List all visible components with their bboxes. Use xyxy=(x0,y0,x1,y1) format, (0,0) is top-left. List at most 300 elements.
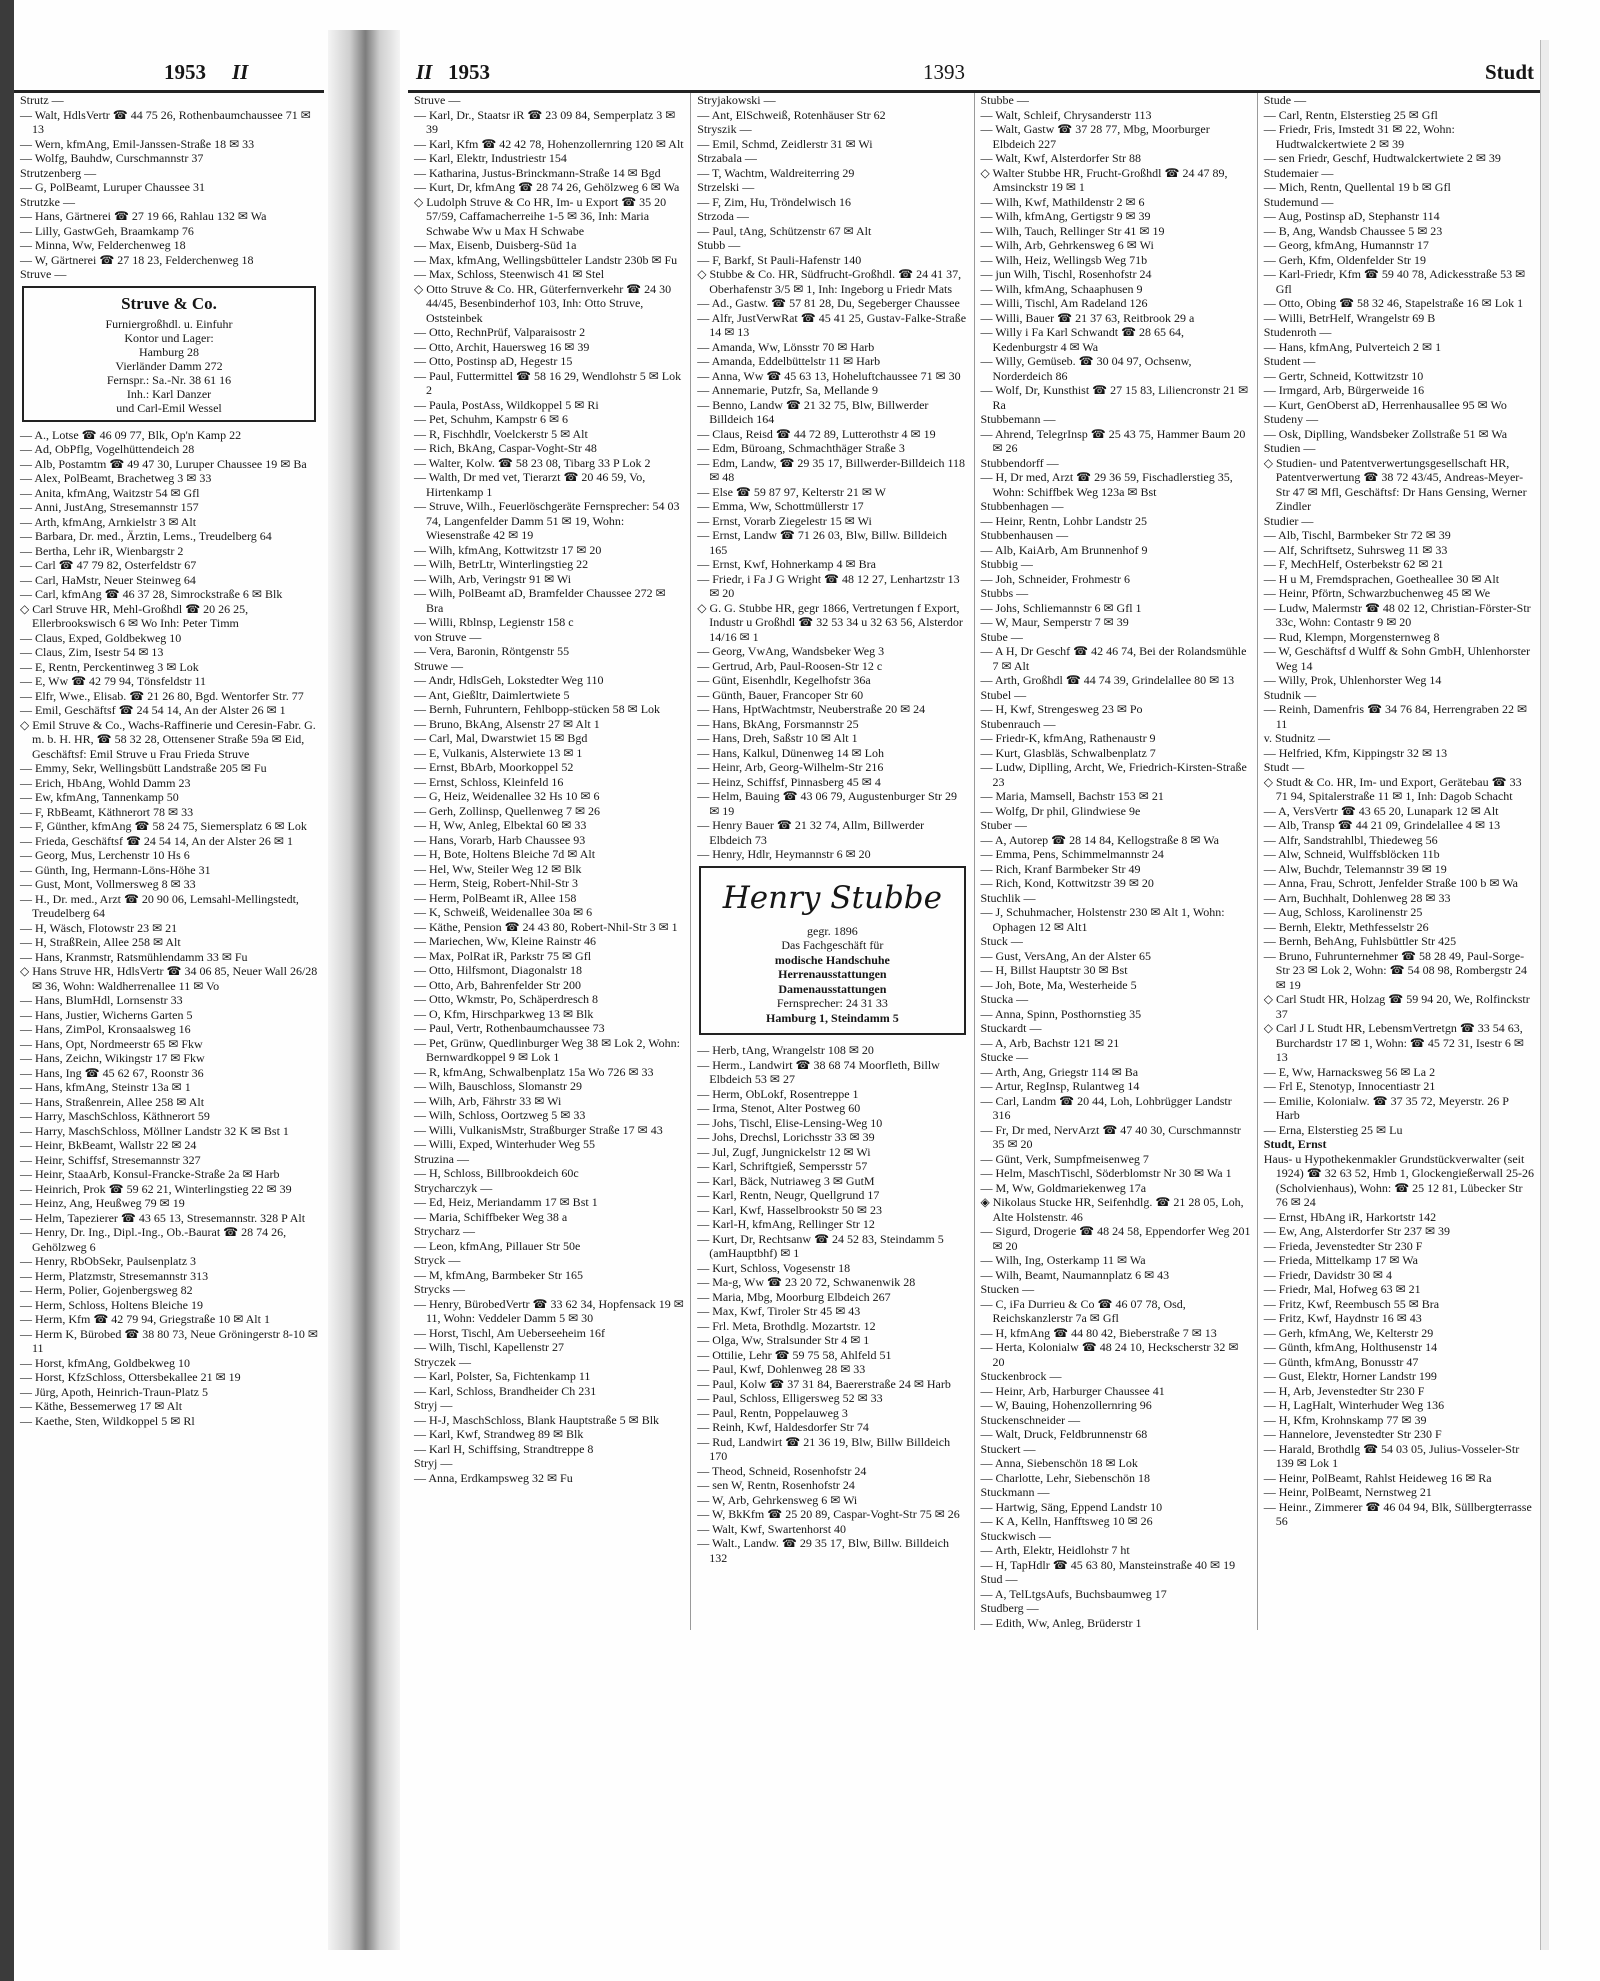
directory-entry: — Günth, Ing, Hermann-Löns-Höhe 31 xyxy=(20,862,211,877)
directory-entry: — H, Schloss, Billbrookdeich 60c xyxy=(414,1166,579,1180)
directory-entry: — Aug, Schloss, Karolinenstr 25 xyxy=(1263,905,1423,919)
directory-entry: — Paul, Futtermittel ☎ 58 16 29, Wendlohstr 5 ✉ Lok 2 xyxy=(414,368,682,397)
directory-entry: — Ernst, BbArb, Moorkoppel 52 xyxy=(414,760,574,774)
directory-entry: — Friedr-K, kfmAng, Rathenaustr 9 xyxy=(980,731,1156,745)
surname-heading: Stubbenhagen — xyxy=(980,499,1064,513)
directory-entry: — Alw, Buchdr, Telemannstr 39 ✉ 19 xyxy=(1263,861,1447,876)
ad-line: und Carl-Emil Wessel xyxy=(116,400,222,415)
directory-column-4 xyxy=(974,93,1257,1630)
surname-heading: Strzoda — xyxy=(697,209,749,223)
directory-entry: — Rud, Landwirt ☎ 21 36 19, Blw, Billw Billdeich 170 xyxy=(697,1434,951,1463)
directory-entry: — Ernst, Kwf, Hohnerkamp 4 ✉ Bra xyxy=(697,557,876,571)
directory-entry: — Gertr, Schneid, Kottwitzstr 10 xyxy=(1263,368,1424,383)
directory-entry: — Karl-H, kfmAng, Rellinger Str 12 xyxy=(697,1217,875,1231)
directory-entry: — Emil, Geschäftsf ☎ 24 54 14, An der Alster 26 ✉ 1 xyxy=(20,703,286,717)
directory-entry: — A., Lotse ☎ 46 09 77, Blk, Op'n Kamp 22 xyxy=(20,427,242,442)
page-number: 1393 xyxy=(923,60,965,84)
directory-entry: — Anna, Erdkampsweg 32 ✉ Fu xyxy=(414,1470,573,1485)
directory-entry: — Carl, HaMstr, Neuer Steinweg 64 xyxy=(20,572,196,587)
directory-column-2 xyxy=(408,93,690,1630)
left-page xyxy=(14,50,324,1930)
surname-heading: Stubbenhausen — xyxy=(980,528,1069,542)
directory-entry: — Paul, Rentn, Poppelauweg 3 xyxy=(697,1405,848,1420)
directory-entry: — Gertrud, Arb, Paul-Roosen-Str 12 c xyxy=(697,658,883,673)
directory-entry: — Walt, Kwf, Swartenhorst 40 xyxy=(697,1521,847,1536)
directory-entry: — Wilh, Arb, Fährstr 33 ✉ Wi xyxy=(414,1093,562,1108)
directory-entry: — Rich, Kond, Kottwitzstr 39 ✉ 20 xyxy=(980,876,1154,890)
directory-entry: — Ernst, Schloss, Kleinfeld 16 xyxy=(414,774,564,789)
directory-entry: — H, kfmAng ☎ 44 80 42, Bieberstraße 7 ✉ 13 xyxy=(980,1325,1217,1340)
directory-entry: — Johs, Tischl, Elise-Lensing-Weg 10 xyxy=(697,1115,883,1130)
directory-entry: — Walter, Kolw. ☎ 58 23 08, Tibarg 33 P Lok 2 xyxy=(414,455,651,470)
surname-heading: Stud — xyxy=(980,1572,1018,1586)
page-edge xyxy=(1540,40,1549,1950)
directory-entry: — Wolfg, Dr phil, Glindwiese 9e xyxy=(980,803,1141,818)
ad-title: Henry Stubbe xyxy=(722,879,942,916)
directory-entry: — Herm K, Bürobed ☎ 38 80 73, Neue Gröningerstr 8-10 ✉ 11 xyxy=(20,1326,318,1355)
directory-entry: — Willy i Fa Karl Schwandt ☎ 28 65 64, Kedenburgstr 4 ✉ Wa xyxy=(980,325,1185,354)
surname-heading: Studberg — xyxy=(980,1601,1039,1615)
directory-entry: — Carl, Landm ☎ 20 44, Loh, Lohbrügger Landstr 316 xyxy=(980,1093,1232,1122)
surname-heading: Strutzke — xyxy=(20,194,75,209)
directory-entry: — Hans, kfmAng, Pulverteich 2 ✉ 1 xyxy=(1263,339,1442,354)
directory-entry: — Willi, Rblnsp, Legienstr 158 c xyxy=(414,615,574,629)
surname-heading: Student — xyxy=(1263,354,1316,368)
directory-entry: — Walth, Dr med vet, Tierarzt ☎ 20 46 59, Vo, Hirtenkamp 1 xyxy=(414,470,646,499)
directory-entry: — Friedr, i Fa J G Wright ☎ 48 12 27, Lenhartzstr 13 ✉ 20 xyxy=(697,571,960,600)
directory-entry: — Edm, Landw, ☎ 29 35 17, Billwerder-Billdeich 118 ✉ 48 xyxy=(697,455,966,484)
directory-entry: ◇ Walter Stubbe HR, Frucht-Großhdl ☎ 24 47 89, Amsinckstr 19 ✉ 1 xyxy=(980,165,1228,194)
directory-entry: — Arth, Großhdl ☎ 44 74 39, Grindelallee 80 ✉ 13 xyxy=(980,673,1235,687)
directory-entry: — Bruno, Fuhrunternehmer ☎ 58 28 49, Paul-Sorge-Str 23 ✉ Lok 2, Wohn: ☎ 54 08 98, Rombergstr 24 ✉ 19 xyxy=(1263,948,1528,992)
directory-entry: — Anna, Siebenschön 18 ✉ Lok xyxy=(980,1456,1138,1470)
directory-entry: — Herm., Landwirt ☎ 38 68 74 Moorfleth, Billw Elbdeich 53 ✉ 27 xyxy=(697,1057,940,1086)
left-header-roman: II xyxy=(232,60,249,84)
directory-entry: — M, Ww, Goldmariekenweg 17a xyxy=(980,1180,1147,1195)
directory-entry: — E, Ww, Harnacksweg 56 ✉ La 2 xyxy=(1263,1064,1436,1079)
directory-entry: — Charlotte, Lehr, Siebenschön 18 xyxy=(980,1470,1150,1485)
directory-entry: — J, Schuhmacher, Holstenstr 230 ✉ Alt 1, Wohn: Ophagen 12 ✉ Alt1 xyxy=(980,905,1225,934)
directory-entry: — H u M, Fremdsprachen, Goetheallee 30 ✉ Alt xyxy=(1263,571,1500,586)
directory-entry: — Struve, Wilh., Feuerlöschgeräte Fernsprecher: 54 03 74, Langenfelder Damm 51 ✉ 19, Wohn: Wiesenstraße 42 ✉ 19 xyxy=(414,499,680,542)
surname-heading: Strycharczyk — xyxy=(414,1180,493,1195)
directory-entry: — Otto, Arb, Bahrenfelder Str 200 xyxy=(414,977,581,992)
directory-entry: — Heinr, Schiffsf, Stresemannstr 327 xyxy=(20,1152,201,1167)
directory-entry: ◇ Studien- und Patentverwertungsgesellschaft HR, Patentverwertung ☎ 38 72 43/45, Andreas-Meyer-Str 47 ✉ Mfl, Geschäftsf: Dr Hans Gensing, Werner Zindler xyxy=(1263,455,1527,513)
directory-entry: — Alb, Postamtm ☎ 49 47 30, Luruper Chaussee 19 ✉ Ba xyxy=(20,456,307,471)
directory-entry: — H, LagHalt, Winterhuder Weg 136 xyxy=(1263,1398,1445,1412)
directory-entry: — Joh, Bote, Ma, Westerheide 5 xyxy=(980,977,1137,992)
directory-entry: ◇ Otto Struve & Co. HR, Güterfernverkehr ☎ 24 30 44/45, Besenbinderhof 103, Inh: Otto Struve, Oststeinbek xyxy=(414,281,672,325)
directory-entry: — Aug, Postinsp aD, Stephanstr 114 xyxy=(1263,209,1440,223)
advertisement-box xyxy=(20,286,318,422)
directory-entry: — Alb, Transp ☎ 44 21 09, Grindelallee 4 ✉ 13 xyxy=(1263,818,1501,832)
directory-entry: — Kaethe, Sten, Wildkoppel 5 ✉ Rl xyxy=(20,1413,195,1428)
directory-entry: — Osk, Diplling, Wandsbeker Zollstraße 51 ✉ Wa xyxy=(1263,426,1508,441)
directory-entry: — A, Autorep ☎ 28 14 84, Kellogstraße 8 ✉ Wa xyxy=(980,832,1219,847)
directory-entry: — Alex, PolBeamt, Brachetweg 3 ✉ 33 xyxy=(20,471,212,485)
ad-line: Furniergroßhdl. u. Einfuhr xyxy=(105,316,233,331)
directory-entry: — Anna, Spinn, Posthornstieg 35 xyxy=(980,1006,1142,1021)
directory-entry: — R, Fischhdlr, Voelckerstr 5 ✉ Alt xyxy=(414,426,588,441)
directory-entry: — H, Billst Hauptstr 30 ✉ Bst xyxy=(980,963,1128,977)
directory-entry: — Herta, Kolonialw ☎ 48 24 10, Heckscherstr 32 ✉ 20 xyxy=(980,1340,1239,1369)
directory-entry: — Frieda, Geschäftsf ☎ 24 54 14, An der Alster 26 ✉ 1 xyxy=(20,833,293,848)
directory-entry: — A H, Dr Geschf ☎ 42 46 74, Bei der Rolandsmühle 7 ✉ Alt xyxy=(980,644,1247,673)
ad-line: Fernspr.: Sa.-Nr. 38 61 16 xyxy=(106,372,232,387)
directory-entry: — Maria, Schiffbeker Weg 38 a xyxy=(414,1209,568,1224)
ad-line: Damenausstattungen xyxy=(778,981,887,996)
directory-entry: — Arth, Elektr, Heidlohstr 7 ht xyxy=(980,1543,1130,1557)
directory-entry: — Joh, Schneider, Frohmestr 6 xyxy=(980,571,1131,586)
directory-column-5 xyxy=(1257,93,1540,1630)
directory-entry: — Hans, Straßenrein, Allee 258 ✉ Alt xyxy=(20,1094,205,1109)
directory-entry: — Ad., Gastw. ☎ 57 81 28, Du, Segeberger Chaussee xyxy=(697,296,960,310)
directory-entry: — Heinr., Zimmerer ☎ 46 04 94, Blk, Süllbergterrasse 56 xyxy=(1263,1499,1532,1528)
surname-heading: Stryj — xyxy=(414,1398,453,1412)
directory-entry: — Vera, Baronin, Röntgenstr 55 xyxy=(414,644,570,658)
directory-entry: — Paul, Schloss, Elligersweg 52 ✉ 33 xyxy=(697,1391,883,1405)
directory-entry: — Minna, Ww, Felderchenweg 18 xyxy=(20,238,186,252)
directory-entry: — Paula, PostAss, Wildkoppel 5 ✉ Ri xyxy=(414,397,599,412)
directory-entry: — Friedr, Fris, Imstedt 31 ✉ 22, Wohn: Hudtwalckertwiete 2 ✉ 39 xyxy=(1263,122,1455,151)
surname-heading: Stubbe — xyxy=(980,93,1029,107)
directory-entry: — Wilh, Tauch, Rellinger Str 41 ✉ 19 xyxy=(980,223,1165,238)
directory-entry: — Otto, Wkmstr, Po, Schäperdresch 8 xyxy=(414,992,598,1006)
directory-entry: — Ottilie, Lehr ☎ 59 75 58, Ahlfeld 51 xyxy=(697,1347,892,1362)
directory-entry: — G, PolBeamt, Luruper Chaussee 31 xyxy=(20,180,205,194)
directory-entry: — Heinr, Arb, Harburger Chaussee 41 xyxy=(980,1383,1165,1398)
directory-entry: — Gust, VersAng, An der Alster 65 xyxy=(980,948,1151,963)
directory-entry: — Herm, PolBeamt iR, Allee 158 xyxy=(414,890,577,905)
ad-line: Das Fachgeschäft für xyxy=(781,938,884,952)
directory-entry: — jun Wilh, Tischl, Rosenhofstr 24 xyxy=(980,267,1152,281)
directory-entry: Studt, Ernst xyxy=(1263,1137,1327,1151)
left-header-year: 1953 xyxy=(164,60,206,84)
directory-entry: — Hans, kfmAng, Steinstr 13a ✉ 1 xyxy=(20,1080,191,1094)
directory-entry: — Jul, Zugf, Jungnickelstr 12 ✉ Wi xyxy=(697,1144,871,1159)
surname-heading: Strutz — xyxy=(20,93,64,107)
directory-entry: — Georg, VwAng, Wandsbeker Weg 3 xyxy=(697,644,885,658)
directory-entry: — Hans, BlumHdl, Lornsenstr 33 xyxy=(20,993,183,1007)
directory-entry: — Ant, ElSchweiß, Rotenhäuser Str 62 xyxy=(697,107,886,122)
directory-entry: — Leon, kfmAng, Pillauer Str 50e xyxy=(414,1238,581,1253)
directory-entry: — H, StraßRein, Allee 258 ✉ Alt xyxy=(20,935,181,949)
directory-entry: — Sigurd, Drogerie ☎ 48 24 58, Eppendorfer Weg 201 ✉ 20 xyxy=(980,1224,1251,1253)
directory-entry: — H, Arb, Jevenstedter Str 230 F xyxy=(1263,1383,1425,1398)
directory-entry: — Heinr, PolBeamt, Rahlst Heideweg 16 ✉ Ra xyxy=(1263,1470,1492,1485)
directory-entry: — H., Dr. med., Arzt ☎ 20 90 06, Lemsahl-Mellingstedt, Treudelberg 64 xyxy=(20,891,299,920)
directory-entry: — Otto, RechnPrüf, Valparaisostr 2 xyxy=(414,325,586,339)
directory-entry: — Heinr, StaaArb, Konsul-Francke-Straße 2a ✉ Harb xyxy=(20,1167,280,1181)
directory-entry: — Otto, Archit, Hauersweg 16 ✉ 39 xyxy=(414,339,590,354)
directory-entry: — Rud, Klempn, Morgensternweg 8 xyxy=(1263,629,1440,644)
directory-entry: — Gerh, kfmAng, We, Kelterstr 29 xyxy=(1263,1325,1434,1340)
directory-entry: — Claus, Reisd ☎ 44 72 89, Lutterothstr 4 ✉ 19 xyxy=(697,426,936,441)
directory-entry: ◇ Carl Studt HR, Holzag ☎ 59 94 20, We, Rolfinckstr 37 xyxy=(1263,992,1530,1021)
directory-entry: — Claus, Zim, Isestr 54 ✉ 13 xyxy=(20,645,164,659)
directory-entry: — F, RbBeamt, Käthnerort 78 ✉ 33 xyxy=(20,804,194,819)
directory-entry: — Gerh, Zollinsp, Quellenweg 7 ✉ 26 xyxy=(414,803,601,818)
directory-entry: — Heinz, Ang, Heußweg 79 ✉ 19 xyxy=(20,1196,185,1210)
directory-entry: — Karl-Friedr, Kfm ☎ 59 40 78, Adickesstraße 53 ✉ Gfl xyxy=(1263,267,1526,296)
directory-entry: — W, Gärtnerei ☎ 27 18 23, Felderchenweg 18 xyxy=(20,252,254,267)
directory-entry: — Karl, Schriftgieß, Sempersstr 57 xyxy=(697,1159,868,1173)
directory-entry: — Kurt, Dr, Rechtsanw ☎ 24 52 83, Steindamm 5 (amHauptbhf) ✉ 1 xyxy=(697,1231,944,1260)
surname-heading: Studenroth — xyxy=(1263,325,1332,339)
directory-entry: — Henry Bauer ☎ 21 32 74, Allm, Billwerder Elbdeich 73 xyxy=(697,818,925,847)
directory-entry: — Pet, Grünw, Quedlinburger Weg 38 ✉ Lok 2, Wohn: Bernwardkoppel 9 ✉ Lok 1 xyxy=(414,1035,680,1064)
surname-heading: Studemund — xyxy=(1263,194,1334,209)
directory-entry: — Willi, Exped, Winterhuder Weg 55 xyxy=(414,1137,596,1151)
directory-entry: — Heinz, Schiffsf, Pinnasberg 45 ✉ 4 xyxy=(697,774,881,789)
directory-entry: — Benno, Landw ☎ 21 32 75, Blw, Billwerder Billdeich 164 xyxy=(697,397,929,426)
directory-entry: — Ahrend, TelegrInsp ☎ 25 43 75, Hammer Baum 20 ✉ 26 xyxy=(980,426,1246,455)
directory-entry: — Hans, Vorarb, Harb Chaussee 93 xyxy=(414,832,586,847)
surname-heading: Stubbendorff — xyxy=(980,455,1059,470)
directory-entry: ◇ Carl Struve HR, Mehl-Großhdl ☎ 20 26 25, Ellerbrookswisch 6 ✉ Wo Inh: Peter Timm xyxy=(20,601,249,630)
directory-entry: — Walt., Landw. ☎ 29 35 17, Blw, Billw. Billdeich 132 xyxy=(697,1536,949,1565)
ad-line: Inh.: Karl Danzer xyxy=(126,386,212,401)
directory-entry: — F, Zim, Hu, Tröndelwisch 16 xyxy=(697,194,851,209)
directory-entry: ◇ Hans Struve HR, HdlsVertr ☎ 34 06 85, Neuer Wall 26/28 ✉ 36, Wohn: Waldherrenallee 11 ✉ Vo xyxy=(20,964,318,993)
directory-entry: — H, Kfm, Krohnskamp 77 ✉ 39 xyxy=(1263,1412,1427,1427)
directory-entry: — Annemarie, Putzfr, Sa, Mellande 9 xyxy=(697,383,879,397)
directory-entry: — Karl, Kfm ☎ 42 42 78, Hohenzollernring 120 ✉ Alt xyxy=(414,136,684,151)
directory-entry: — H, TapHdlr ☎ 45 63 80, Mansteinstraße 40 ✉ 19 xyxy=(980,1557,1236,1572)
directory-entry: — Jürg, Apoth, Heinrich-Traun-Platz 5 xyxy=(20,1384,208,1399)
surname-heading: Struzina — xyxy=(414,1151,469,1166)
directory-entry: — Kurt, Dr, kfmAng ☎ 28 74 26, Gehölzweg 6 ✉ Wa xyxy=(414,180,680,194)
running-head-keyword: Studt xyxy=(1484,60,1534,84)
directory-entry: — Alw, Schneid, Wulffsblöcken 11b xyxy=(1263,847,1440,861)
ad-line: Hamburg 28 xyxy=(138,344,200,359)
directory-entry: — Günt, Eisenhdlr, Kegelhofstr 36a xyxy=(697,673,871,687)
directory-entry: — Willi, VulkanisMstr, Straßburger Straße 17 ✉ 43 xyxy=(414,1122,663,1137)
ad-line: Vierländer Damm 272 xyxy=(115,358,223,373)
surname-heading: v. Studnitz — xyxy=(1263,731,1330,745)
directory-entry: — Walt, Schleif, Chrysanderstr 113 xyxy=(980,107,1152,122)
surname-heading: Strycharz — xyxy=(414,1224,475,1238)
directory-entry: — Henry, BürobedVertr ☎ 33 62 34, Hopfensack 19 ✉ 11, Wohn: Veddeler Damm 5 ✉ 30 xyxy=(414,1296,684,1325)
advertisement-box xyxy=(697,866,967,1036)
directory-entry: — Kurt, GenOberst aD, Herrenhausallee 95 ✉ Wo xyxy=(1263,397,1507,412)
directory-entry: — Horst, Tischl, Am Ueberseeheim 16f xyxy=(414,1325,605,1340)
directory-entry: — Herm, Schloss, Holtens Bleiche 19 xyxy=(20,1297,203,1312)
surname-heading: Studeny — xyxy=(1263,412,1319,426)
directory-entry: — H, Bote, Holtens Bleiche 7d ✉ Alt xyxy=(414,847,596,861)
directory-entry: — Wilh, BetrLtr, Winterlingstieg 22 xyxy=(414,557,589,571)
directory-entry: — Hel, Ww, Steiler Weg 12 ✉ Blk xyxy=(414,861,582,876)
directory-entry: — Walt, Druck, Feldbrunnenstr 68 xyxy=(980,1427,1148,1441)
directory-entry: — Karl, Kwf, Hasselbrookstr 50 ✉ 23 xyxy=(697,1202,882,1217)
directory-entry: — Artur, RegInsp, Rulantweg 14 xyxy=(980,1079,1140,1093)
surname-heading: Strycks — xyxy=(414,1282,465,1296)
directory-entry: — Walt, Gastw ☎ 37 28 77, Mbg, Moorburger Elbdeich 227 xyxy=(980,122,1210,151)
scan-border xyxy=(0,0,14,1981)
directory-entry: — W, Geschäftsf d Wulff & Sohn GmbH, Uhlenhorster Weg 14 xyxy=(1263,644,1531,673)
surname-heading: Stubb — xyxy=(697,238,741,252)
surname-heading: Stude — xyxy=(1263,93,1307,107)
directory-entry: — Bernh, BehAng, Fuhlsbüttler Str 425 xyxy=(1263,934,1457,948)
directory-entry: — Helm, Tapezierer ☎ 43 65 13, Stresemannstr. 328 P Alt xyxy=(20,1210,306,1225)
directory-entry: — Heinr, Pförtn, Schwarzbuchenweg 45 ✉ We xyxy=(1263,586,1491,600)
directory-entry: — Hartwig, Säng, Eppend Landstr 10 xyxy=(980,1499,1163,1514)
directory-entry: — Heinr, Rentn, Lohbr Landstr 25 xyxy=(980,513,1147,528)
directory-entry: — Willy, Prok, Uhlenhorster Weg 14 xyxy=(1263,673,1442,687)
directory-entry: — Heinr, Arb, Georg-Wilhelm-Str 216 xyxy=(697,760,884,774)
surname-heading: Stuck — xyxy=(980,934,1023,948)
directory-entry: — Hans, Gärtnerei ☎ 27 19 66, Rahlau 132 ✉ Wa xyxy=(20,209,267,223)
directory-entry: — Helfried, Kfm, Kippingstr 32 ✉ 13 xyxy=(1263,745,1448,760)
directory-entry: — Gerh, Kfm, Oldenfelder Str 19 xyxy=(1263,252,1427,267)
directory-entry: — Maria, Mamsell, Bachstr 153 ✉ 21 xyxy=(980,789,1164,803)
right-page-header xyxy=(408,50,1540,93)
directory-entry: — Fritz, Kwf, Haydnstr 16 ✉ 43 xyxy=(1263,1311,1422,1325)
directory-entry: ◇ Carl J L Studt HR, LebensmVertretgn ☎ 33 54 63, Burchardstr 17 ✉ 1, Wohn: ☎ 45 72 31, Isestr 6 ✉ 13 xyxy=(1263,1021,1524,1064)
directory-entry: — Frl. Meta, Brothdlg. Mozartstr. 12 xyxy=(697,1318,876,1333)
directory-entry: — H, Wäsch, Flotowstr 23 ✉ 21 xyxy=(20,920,178,935)
directory-entry: — Herm, Polier, Gojenbergsweg 82 xyxy=(20,1283,193,1297)
directory-entry: — Arth, kfmAng, Arnkielstr 3 ✉ Alt xyxy=(20,514,197,529)
directory-entry: — Alf, Schriftsetz, Suhrsweg 11 ✉ 33 xyxy=(1263,542,1448,557)
directory-entry: — T, Wachtm, Waldreiterring 29 xyxy=(697,165,855,180)
directory-entry: — F, Günther, kfmAng ☎ 58 24 75, Siemersplatz 6 ✉ Lok xyxy=(20,819,307,833)
directory-entry: — Hans, Ing ☎ 45 62 67, Roonstr 36 xyxy=(20,1065,204,1080)
directory-entry: — Bernh, Elektr, Methfesselstr 26 xyxy=(1263,919,1429,934)
directory-entry: ◇ Emil Struve & Co., Wachs-Raffinerie und Ceresin-Fabr. G. m. b. H. HR, ☎ 58 32 28, Ottensener Straße 59a ✉ Eid, Geschäftsf: Emil Struve u Frau Frieda Struve xyxy=(20,717,316,761)
surname-heading: Struve — xyxy=(414,93,461,107)
directory-entry: — Karl, Rentn, Neugr, Quellgrund 17 xyxy=(697,1188,880,1202)
directory-entry: — Max, kfmAng, Wellingsbütteler Landstr 230b ✉ Fu xyxy=(414,252,678,267)
ad-line: modische Handschuhe xyxy=(774,952,890,967)
directory-entry: — Else ☎ 59 87 97, Kelterstr 21 ✉ W xyxy=(697,484,887,499)
directory-entry: — Ad, ObPflg, Vogelhüttendeich 28 xyxy=(20,442,195,456)
directory-entry: — Herm, Steig, Robert-Nhil-Str 3 xyxy=(414,876,578,890)
surname-heading: Stryjakowski — xyxy=(697,93,776,107)
surname-heading: Stuckenschneider — xyxy=(980,1412,1081,1427)
directory-entry: — Horst, kfmAng, Goldbekweg 10 xyxy=(20,1355,190,1370)
directory-entry: — Friedr, Davidstr 30 ✉ 4 xyxy=(1263,1267,1392,1282)
directory-entry: — Carl, Rentn, Elsterstieg 25 ✉ Gfl xyxy=(1263,107,1438,122)
directory-entry: — Anna, Frau, Schrott, Jenfelder Straße 100 b ✉ Wa xyxy=(1263,876,1518,890)
directory-entry: — Johs, Drechsl, Lorichsstr 33 ✉ 39 xyxy=(697,1130,875,1144)
surname-heading: Stube — xyxy=(980,629,1023,644)
directory-entry: — M, kfmAng, Barmbeker Str 165 xyxy=(414,1267,583,1282)
surname-heading: Stubenrauch — xyxy=(980,716,1056,731)
directory-entry: — Ernst, Vorarb Ziegelestr 15 ✉ Wi xyxy=(697,513,872,528)
directory-entry: — Wilh, Kwf, Mathildenstr 2 ✉ 6 xyxy=(980,194,1145,209)
directory-entry: — Otto, Postinsp aD, Hegestr 15 xyxy=(414,354,573,368)
directory-entry: — Arth, Ang, Griegstr 114 ✉ Ba xyxy=(980,1064,1139,1079)
book-gutter xyxy=(328,30,400,1950)
directory-entry: — Willi, Tischl, Am Radeland 126 xyxy=(980,296,1148,310)
directory-entry: — Amanda, Ww, Lönsstr 70 ✉ Harb xyxy=(697,339,875,354)
directory-entry: — Hans, Justier, Wicherns Garten 5 xyxy=(20,1007,193,1022)
directory-entry: — Theod, Schneid, Rosenhofstr 24 xyxy=(697,1463,867,1478)
directory-entry: — W, Arb, Gehrkensweg 6 ✉ Wi xyxy=(697,1492,858,1507)
directory-entry: — Alfr, Sandstrahlbl, Thiedeweg 56 xyxy=(1263,832,1438,847)
directory-entry: ◈ Nikolaus Stucke HR, Seifenhdlg. ☎ 21 28 05, Loh, Alte Holstenstr. 46 xyxy=(980,1195,1244,1224)
directory-entry: — Wilh, kfmAng, Kottwitzstr 17 ✉ 20 xyxy=(414,542,602,557)
directory-entry: — Carl, Mal, Dwarstwiet 15 ✉ Bgd xyxy=(414,731,588,745)
directory-entry: — Anita, kfmAng, Waitzstr 54 ✉ Gfl xyxy=(20,485,200,500)
surname-heading: Stryszik — xyxy=(697,122,752,136)
directory-entry: — Heinr, PolBeamt, Nernstweg 21 xyxy=(1263,1485,1432,1499)
directory-entry: — Claus, Exped, Goldbekweg 10 xyxy=(20,630,182,645)
directory-entry: ◇ Ludolph Struve & Co HR, Im- u Export ☎ 35 20 57/59, Caffamacherreihe 1-5 ✉ 36, Inh: Maria Schwabe Ww u Max H Schwabe xyxy=(414,194,667,238)
directory-entry: — H, Dr med, Arzt ☎ 29 36 59, Fischadlerstieg 35, Wohn: Schiffbek Weg 123a ✉ Bst xyxy=(980,470,1233,499)
directory-entry: — Anna, Ww ☎ 45 63 13, Hoheluftchaussee 71 ✉ 30 xyxy=(697,368,961,383)
directory-entry: — A, VersVertr ☎ 43 65 20, Lunapark 12 ✉ Alt xyxy=(1263,803,1499,818)
directory-entry: — Anni, JustAng, Stresemannstr 157 xyxy=(20,500,199,514)
directory-entry: — Wilh, Arb, Gehrkensweg 6 ✉ Wi xyxy=(980,238,1154,252)
directory-entry: — Edm, Büroang, Schmachthäger Straße 3 xyxy=(697,441,905,455)
directory-entry: — Elfr, Wwe., Elisab. ☎ 21 26 80, Bgd. Wentorfer Str. 77 xyxy=(20,688,304,703)
directory-entry: — Gust, Mont, Vollmersweg 8 ✉ 33 xyxy=(20,877,196,891)
directory-entry: — Karl, Schloss, Brandheider Ch 231 xyxy=(414,1383,597,1398)
surname-heading: Strzabala — xyxy=(697,151,757,165)
directory-entry: — Karl, Elektr, Industriestr 154 xyxy=(414,151,567,165)
ad-line: Kontor und Lager: xyxy=(124,330,214,345)
surname-heading: Stuckwisch — xyxy=(980,1528,1051,1543)
directory-entry: — Hans, Dreh, Saßstr 10 ✉ Alt 1 xyxy=(697,731,858,745)
directory-entry: — Hans, Kalkul, Dünenweg 14 ✉ Loh xyxy=(697,745,884,760)
directory-entry: — Paul, Kolw ☎ 37 31 84, Baererstraße 24 ✉ Harb xyxy=(697,1376,951,1391)
directory-entry: — Harry, MaschSchloss, Möllner Landstr 32 K ✉ Bst 1 xyxy=(20,1123,289,1138)
directory-entry: — Max, Schloss, Steenwisch 41 ✉ Stel xyxy=(414,267,605,281)
directory-entry: — Gust, Elektr, Horner Landstr 199 xyxy=(1263,1369,1437,1383)
directory-entry: ◇ Stubbe & Co. HR, Südfrucht-Großhdl. ☎ 24 41 37, Oberhafenstr 3/5 ✉ 1, Inh: Ingeborg u Friedr Mats xyxy=(697,267,962,296)
directory-entry: — Willi, BetrHelf, Wrangelstr 69 B xyxy=(1263,310,1436,325)
surname-heading: Stucken — xyxy=(980,1282,1035,1296)
directory-entry: — F, MechHelf, Osterbekstr 62 ✉ 21 xyxy=(1263,557,1444,571)
directory-entry: — Willy, Gemüseb. ☎ 30 04 97, Ochsenw, Norderdeich 86 xyxy=(980,354,1192,383)
directory-entry: — Willi, Bauer ☎ 21 37 63, Reitbrook 29 a xyxy=(980,310,1195,325)
directory-entry: — B, Ang, Wandsb Chaussee 5 ✉ 23 xyxy=(1263,223,1443,238)
directory-entry: — Günt, Verk, Sumpfmeisenweg 7 xyxy=(980,1151,1149,1166)
directory-entry: — Max, Kwf, Tiroler Str 45 ✉ 43 xyxy=(697,1304,861,1318)
directory-entry: — Georg, Mus, Lerchenstr 10 Hs 6 xyxy=(20,848,190,862)
directory-entry: — Max, Eisenb, Duisberg-Süd 1a xyxy=(414,238,577,252)
right-page xyxy=(408,50,1540,1930)
surname-heading: Stuckmann — xyxy=(980,1485,1050,1499)
directory-entry: — Bertha, Lehr iR, Wienbargstr 2 xyxy=(20,543,184,558)
surname-heading: Stuckardt — xyxy=(980,1021,1042,1035)
directory-entry: — C, iFa Durrieu & Co ☎ 46 07 78, Osd, Reichskanzlerstr 7a ✉ Gfl xyxy=(980,1296,1186,1325)
directory-entry: — A, TelLtgsAufs, Buchsbaumweg 17 xyxy=(980,1586,1167,1601)
left-page-header xyxy=(14,50,324,93)
directory-entry: — Hannelore, Jevenstedter Str 230 F xyxy=(1263,1427,1442,1441)
surname-heading: Studt — xyxy=(1263,760,1305,774)
directory-entry: — Ew, Ang, Alsterdorfer Str 237 ✉ 39 xyxy=(1263,1224,1451,1238)
directory-entry: — Hans, ZimPol, Kronsaalsweg 16 xyxy=(20,1022,191,1036)
ad-line: gegr. 1896 xyxy=(807,923,858,938)
surname-heading: Stuchlik — xyxy=(980,890,1036,905)
directory-entry: — E, Ww ☎ 42 79 94, Tönsfeldstr 11 xyxy=(20,674,207,688)
surname-heading: Stubbig — xyxy=(980,557,1033,571)
directory-entry: — Kurt, Schloss, Vogesenstr 18 xyxy=(697,1260,851,1275)
directory-entry: — Irmgard, Arb, Bürgerweide 16 xyxy=(1263,383,1425,397)
directory-column-3 xyxy=(690,93,973,1630)
directory-entry: — Irma, Stenot, Alter Postweg 60 xyxy=(697,1101,861,1115)
directory-entry: — Reinh, Kwf, Haldesdorfer Str 74 xyxy=(697,1420,869,1434)
surname-heading: Stubbemann — xyxy=(980,412,1056,426)
directory-entry: — sen Friedr, Geschf, Hudtwalckertwiete 2 ✉ 39 xyxy=(1263,151,1501,165)
directory-column-1 xyxy=(14,93,324,1428)
directory-entry: — W, Bauing, Hohenzollernring 96 xyxy=(980,1398,1152,1412)
directory-entry: — Wilh, Heiz, Wellingsb Weg 71b xyxy=(980,252,1148,267)
